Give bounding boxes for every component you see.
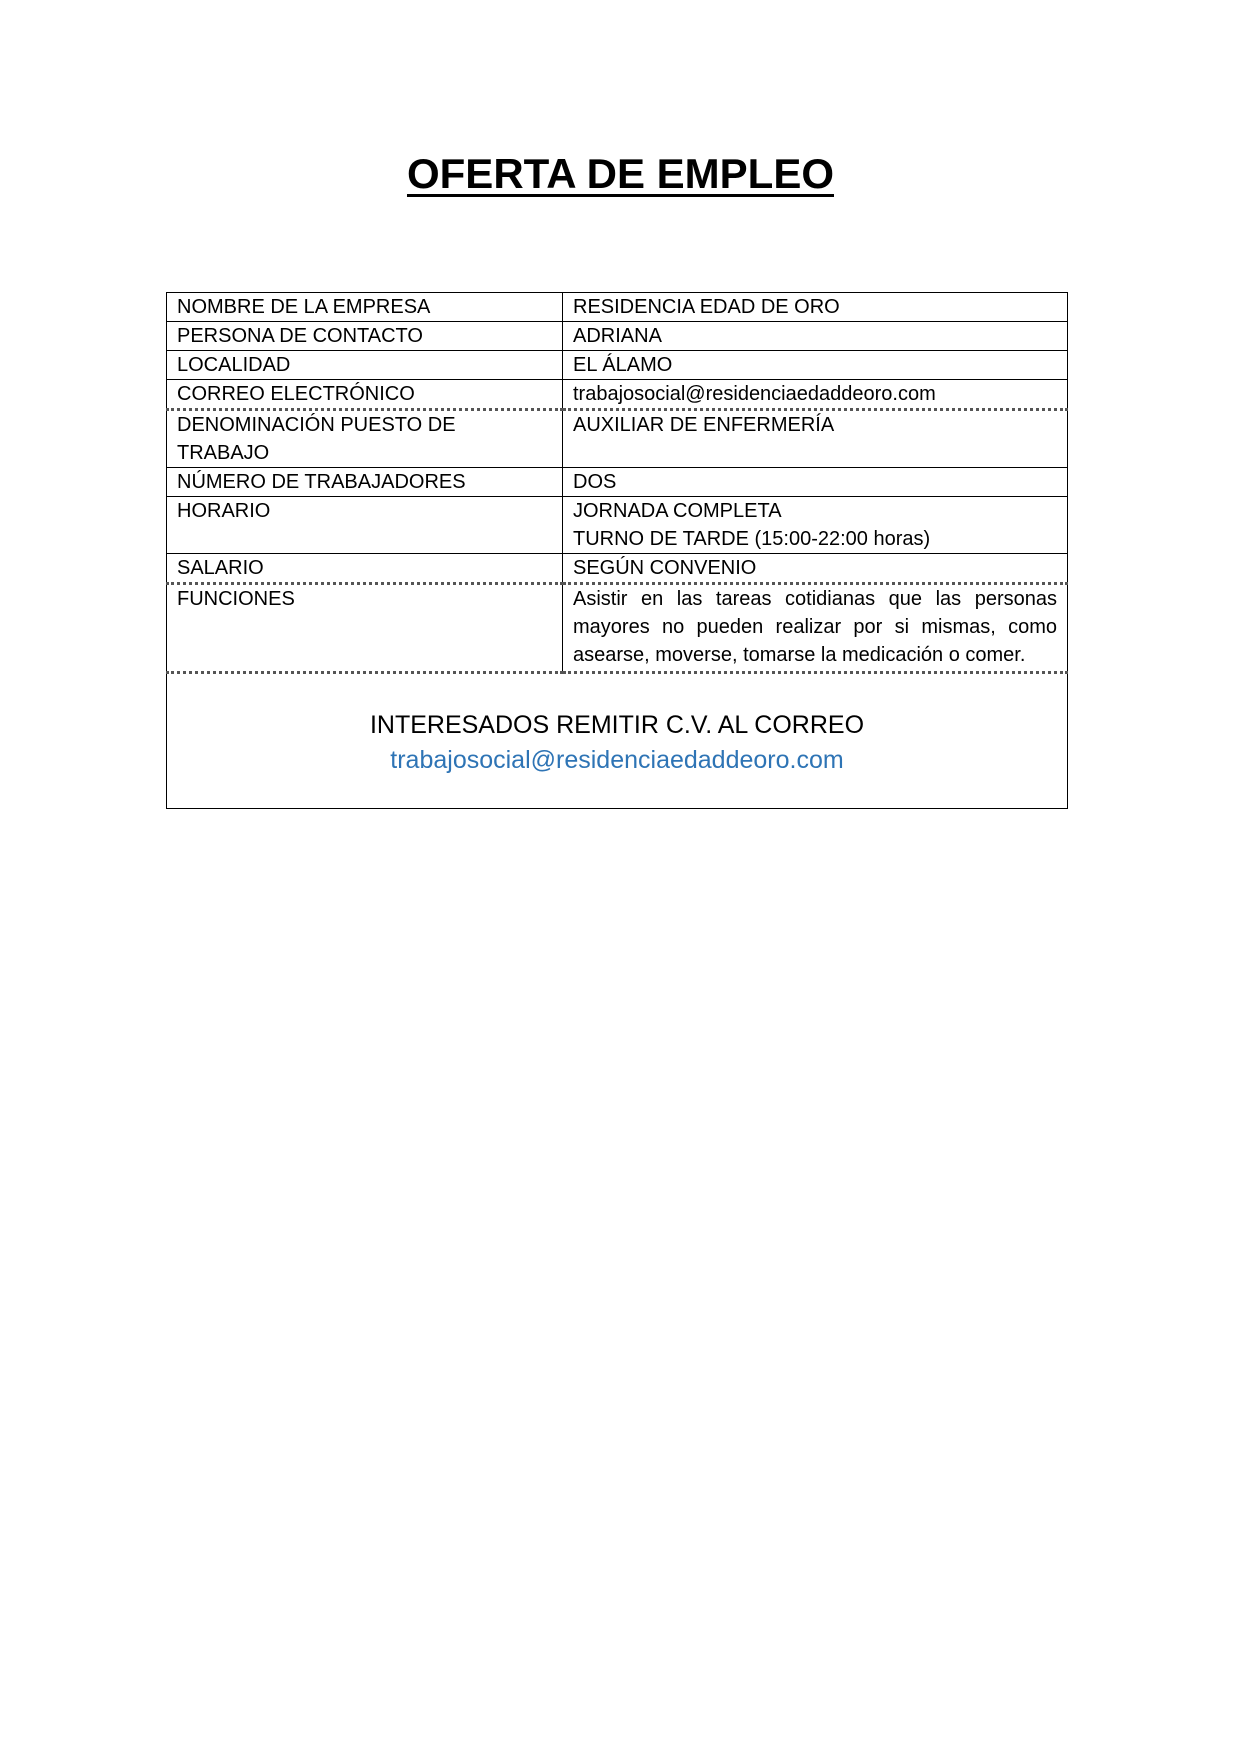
- table-row-company: [167, 293, 1068, 322]
- job-offer-table: [166, 292, 1068, 809]
- schedule-label: HORARIO: [167, 497, 563, 554]
- table-row-functions: [167, 584, 1068, 673]
- schedule-line-1: JORNADA COMPLETA: [573, 500, 782, 522]
- footer-instruction: INTERESADOS REMITIR C.V. AL CORREO: [369, 711, 865, 739]
- table-row-email: [167, 380, 1068, 410]
- email-value: trabajosocial@residenciaedaddeoro.com: [563, 380, 1068, 410]
- page-title: OFERTA DE EMPLEO: [406, 150, 834, 197]
- email-label: CORREO ELECTRÓNICO: [167, 380, 563, 410]
- table-row-workers: [167, 468, 1068, 497]
- footer-email-link[interactable]: trabajosocial@residenciaedaddeoro.com: [390, 746, 844, 774]
- table-row-contact: [167, 322, 1068, 351]
- functions-label: FUNCIONES: [167, 584, 563, 673]
- company-name-value: RESIDENCIA EDAD DE ORO: [563, 293, 1068, 322]
- functions-value: Asistir en las tareas cotidianas que las personas mayores no pueden realizar por si mismas, como asearse, moverse, tomarse la medicación o comer.: [563, 584, 1068, 673]
- location-value: EL ÁLAMO: [563, 351, 1068, 380]
- workers-count-label: NÚMERO DE TRABAJADORES: [167, 468, 563, 497]
- workers-count-value: DOS: [563, 468, 1068, 497]
- table-row-position: [167, 410, 1068, 468]
- schedule-line-2: TURNO DE TARDE (15:00-22:00 horas): [573, 528, 931, 550]
- schedule-value: [563, 497, 1068, 554]
- contact-person-label: PERSONA DE CONTACTO: [167, 322, 563, 351]
- salary-value: SEGÚN CONVENIO: [563, 554, 1068, 584]
- table-row-salary: [167, 554, 1068, 584]
- location-label: LOCALIDAD: [167, 351, 563, 380]
- position-label: DENOMINACIÓN PUESTO DE TRABAJO: [167, 410, 563, 468]
- salary-label: SALARIO: [167, 554, 563, 584]
- table-row-location: [167, 351, 1068, 380]
- table-row-schedule: [167, 497, 1068, 554]
- company-name-label: NOMBRE DE LA EMPRESA: [167, 293, 563, 322]
- contact-person-value: ADRIANA: [563, 322, 1068, 351]
- position-value: AUXILIAR DE ENFERMERÍA: [563, 410, 1068, 468]
- footer-cell: [167, 673, 1068, 809]
- table-row-footer: [167, 673, 1068, 809]
